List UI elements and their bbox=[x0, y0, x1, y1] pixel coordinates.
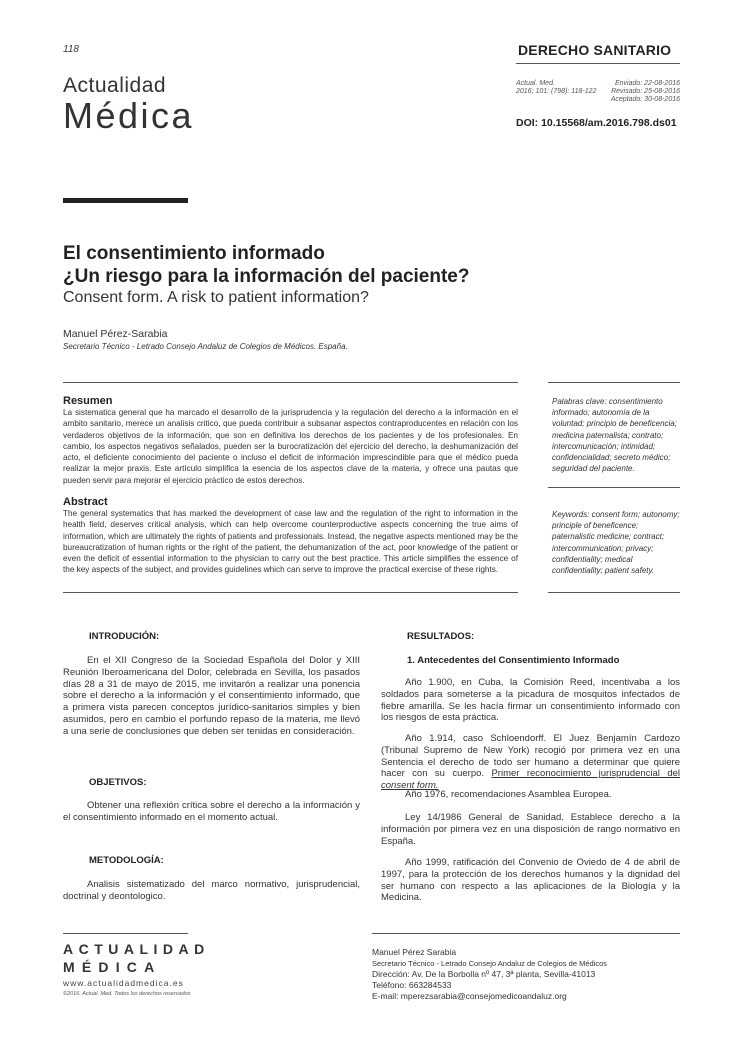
metodologia-text: Analisis sistematizado del marco normativo, jurisprudencial, doctrinal y deontologico. bbox=[63, 879, 360, 902]
article-title bbox=[63, 242, 683, 288]
underlined-italic: consent form. bbox=[381, 780, 439, 792]
section-rule bbox=[516, 63, 680, 64]
resumen-text: La sistematica general que ha marcado el desarrollo de la jurisprudencia y la regulación del derecho a la información en el ambito sanitario, merece un analisis critico, que pueda contribuir a subsanar aspectos contraproducentes en relación con los verdaderos objetivos de la información, que son en definitiva los derechos de los pacientes y de los profesionales. En cambio, los aspectos negativos señalados, pueden ser la burocratización del ejercicio del derecho, la deshumanización del acto, el deficiente conocimiento del paciente o incluso el deficit de información imprescindible para que el médico pueda realizar la mejor praxis. Este artículo simplifica la esencia de los aspectos clave de la materia, y ofrece una pautas que pueden servir para mejorar el ejercicio práctico de estos derechos. bbox=[63, 408, 518, 485]
abstract-heading: Abstract bbox=[63, 496, 108, 508]
underlined-span: Primer reconocimiento jurisprudencial del bbox=[491, 768, 681, 780]
date-revised: Revisado: 25-08-2016 bbox=[611, 88, 680, 95]
footer-url[interactable]: www.actualidadmedica.es bbox=[63, 978, 184, 988]
contact-phone: Teléfono: 663284533 bbox=[372, 980, 452, 990]
journal-logo-line1: Actualidad bbox=[63, 74, 167, 97]
footer-brand-line1: ACTUALIDAD bbox=[63, 941, 210, 957]
abstract-keywords: Keywords: consent form; autonomy; principle of beneficence; paternalistic medicine; contract; intercommunication; privacy; confidentiality; medical confidentiality; patient safety. bbox=[552, 510, 680, 576]
citation bbox=[516, 80, 596, 96]
author-name: Manuel Pérez-Sarabia bbox=[63, 328, 168, 340]
article-dates bbox=[590, 80, 680, 104]
paragraph bbox=[381, 733, 680, 792]
objetivos-heading: OBJETIVOS: bbox=[89, 777, 147, 788]
paragraph-text: Año 1.914, caso Schloendorff. El Juez Benjamín Cardozo (Tribunal Supremo de New York) recogió por primera vez en una Sentencia el derecho de todo ser humano a determinar que quiere hacer con su cuerpo. bbox=[381, 733, 680, 780]
abstract-text: The general systematics that has marked the development of case law and the regulation of the right to information in the health field, deserves critical analysis, which can help overcome counterproductive aspects concerning the true aims of information, which are ultimately the rights of patients and professionals. Instead, the negative aspects mentioned may be the bureaucratization of human rights or the right of the patient, the dehumanization of the act, poor knowledge of the patient or even the deficit of essential information to the physician to carry out the best practice. This article simplifies the essence of the key aspects of the subject, and provides guidelines which can serve to improve the practical exercise of these rights. bbox=[63, 509, 518, 575]
contact-email[interactable]: E-mail: mperezsarabia@consejomedicoandaluz.org bbox=[372, 991, 567, 1001]
footer-rule bbox=[372, 933, 680, 934]
page-number: 118 bbox=[63, 44, 79, 55]
antecedentes-heading: 1. Antecedentes del Consentimiento Informado bbox=[407, 655, 620, 666]
section-label: DERECHO SANITARIO bbox=[518, 42, 672, 58]
resultados-heading: RESULTADOS: bbox=[407, 631, 475, 642]
contact-name: Manuel Pérez Sarabia bbox=[372, 947, 457, 957]
citation-line: Actual. Med. bbox=[516, 80, 555, 87]
journal-logo-line2: Médica bbox=[63, 95, 195, 136]
keywords-rule bbox=[548, 592, 680, 593]
author-affiliation: Secretario Técnico - Letrado Consejo Andaluz de Colegios de Médicos. España. bbox=[63, 342, 348, 351]
date-sent: Enviado: 22-08-2016 bbox=[615, 80, 680, 87]
objetivos-text: Obtener una reflexión crítica sobre el derecho a la información y el consentimiento informado en el momento actual. bbox=[63, 800, 360, 823]
metodologia-heading: METODOLOGÍA: bbox=[89, 855, 164, 866]
title-line: El consentimiento informado bbox=[63, 243, 325, 264]
citation-line: 2016; 101: (798): 118-122 bbox=[516, 88, 597, 95]
contact-address: Dirección: Av. De la Borbolla nº 47, 3ª planta, Sevilla-41013 bbox=[372, 969, 596, 979]
footer-rule bbox=[63, 933, 188, 934]
abstract-rule bbox=[63, 592, 518, 593]
paragraph: Año 1976, recomendaciones Asamblea Europea. bbox=[405, 789, 612, 800]
contact-position: Secretario Técnico - Letrado Consejo Andaluz de Colegios de Médicos bbox=[372, 959, 607, 968]
footer-brand-line2: MÉDICA bbox=[63, 959, 162, 975]
paragraph: Ley 14/1986 General de Sanidad. Establece derecho a la información por pimera vez en una disposición de rango normativo en España. bbox=[381, 812, 680, 847]
paragraph: Año 1999, ratificación del Convenio de Oviedo de 4 de abril de 1997, para la protección de los derechos humanos y la dignidad del ser humano con respecto a las aplicaciones de la Biología y la Medicina. bbox=[381, 857, 680, 904]
doi[interactable]: DOI: 10.15568/am.2016.798.ds01 bbox=[516, 117, 677, 129]
resumen-heading: Resumen bbox=[63, 395, 113, 407]
decorative-bar bbox=[63, 198, 188, 203]
resumen-keywords: Palabras clave: consentimiento informado; autonomía de la voluntad; principio de beneficencia; medicina paternalista; contrato; intercomunicación; intimidad; confidencialidad; secreto médico; seguridad del paciente. bbox=[552, 397, 677, 474]
date-accepted: Aceptado: 30-08-2016 bbox=[610, 96, 680, 103]
article-subtitle: Consent form. A risk to patient information? bbox=[63, 289, 369, 306]
correspondence-block bbox=[372, 947, 607, 1002]
footer-copyright: ©2016. Actual. Med. Todos los derechos reservados bbox=[63, 991, 191, 997]
intro-text: En el XII Congreso de la Sociedad Española del Dolor y XIII Reunión Iberoamericana del Dolor, celebrada en Sevilla, los pasados días 28 a 31 de mayo de 2015, me invitarón a realizar una ponencia sobre el derecho a la información y el consentimiento informado, que a primera vista parecen conceptos jurídico-sanitarios simples y bien asumidos, pero en cambio el porfundo repaso de la materia, me llevó a una serie de conclusiones que deben ser tenidas en consideración. bbox=[63, 655, 360, 737]
title-line: ¿Un riesgo para la información del paciente? bbox=[63, 266, 470, 287]
keywords-rule bbox=[548, 487, 680, 488]
abstract-rule bbox=[63, 382, 518, 383]
paragraph: Año 1.900, en Cuba, la Comisión Reed, incentivaba a los soldados para someterse a la picadura de mosquitos infectados de fiebre amarilla. Se les hacía firmar un consentimiento informado con los riesgos de esta práctica. bbox=[381, 677, 680, 724]
keywords-rule bbox=[548, 382, 680, 383]
intro-heading: INTRODUCIÓN: bbox=[89, 631, 160, 642]
